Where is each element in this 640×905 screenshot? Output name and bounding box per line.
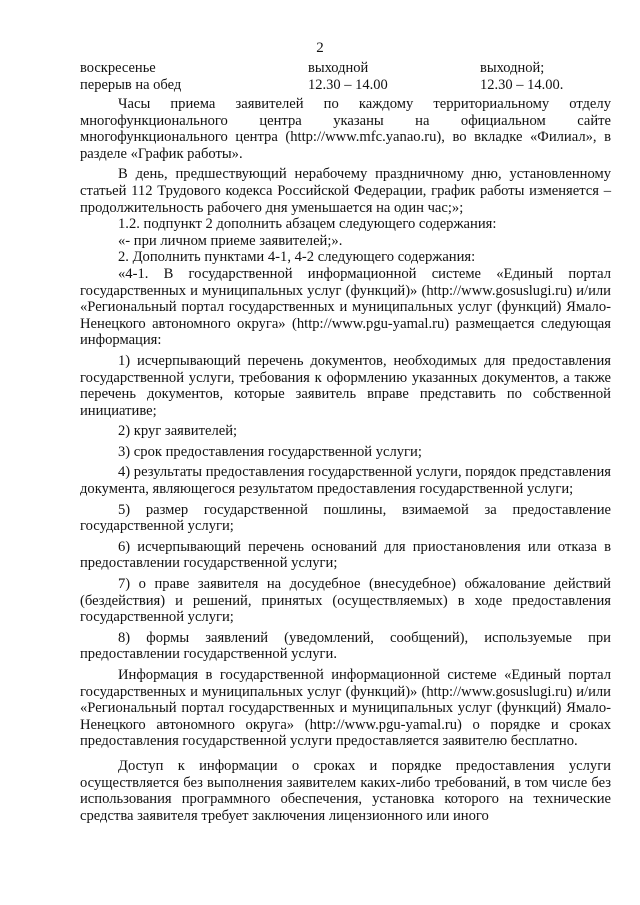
- paragraph: 2. Дополнить пунктами 4-1, 4-2 следующего содержания:: [118, 249, 476, 266]
- paragraph: 1.2. подпункт 2 дополнить абзацем следующего содержания:: [118, 216, 497, 233]
- paragraph: Информация в государственной информационной системе «Единый портал государственных и муниципальных услуг (функций)» (http://www.gosuslugi.ru) и/или «Региональный портал государственных и муниципальных услуг (функций) Ямало-Ненецкого автономного округа» (http://www.pgu-yamal.ru) о порядке и сроках предоставления государственной услуги предоставляется заявителю бесплатно.: [80, 667, 611, 750]
- list-item: 1) исчерпывающий перечень документов, необходимых для предоставления государственной услуги, требования к оформлению указанных документов, а также перечень документов, которые заявитель вправе представить по собственной инициативе;: [80, 352, 611, 419]
- list-item: 4) результаты предоставления государственной услуги, порядок представления документа, являющегося результатом предоставления государственной услуги;: [80, 464, 611, 498]
- list-item: 5) размер государственной пошлины, взимаемой за предоставление государственной услуги;: [80, 501, 611, 535]
- paragraph: «4-1. В государственной информационной системе «Единый портал государственных и муниципальных услуг (функций)» (http://www.gosuslugi.ru) и/или «Региональный портал государственных и муниципальных услуг (функций) Ямало-Ненецкого автономного округа» (http://www.pgu-yamal.ru) размещается следующая информация:: [80, 265, 611, 349]
- paragraph: Часы приема заявителей по каждому территориальному отделу многофункционального центра указаны на официальном сайте многофункционального центра (http://www.mfc.yanao.ru), во вкладке «Филиал», в разделе «График работы».: [80, 96, 611, 162]
- list-item: 8) формы заявлений (уведомлений, сообщений), используемые при предоставлении государственной услуги.: [80, 629, 611, 663]
- document-body: [80, 96, 611, 824]
- schedule-value: 12.30 – 14.00: [308, 77, 388, 93]
- list-item: 3) срок предоставления государственной услуги;: [118, 443, 422, 460]
- schedule-value: выходной: [308, 60, 369, 76]
- paragraph: В день, предшествующий нерабочему праздничному дню, установленному статьей 112 Трудового кодекса Российской Федерации, график работы изменяется – продолжительность рабочего дня уменьшается на один час;»;: [80, 166, 611, 216]
- list-item: 2) круг заявителей;: [118, 423, 238, 440]
- list-item: 7) о праве заявителя на досудебное (внесудебное) обжалование действий (бездействия) и решений, принятых (осуществляемых) в ходе предоставления государственной услуги;: [80, 576, 611, 626]
- paragraph: «- при личном приеме заявителей;».: [118, 232, 343, 249]
- paragraph: Доступ к информации о сроках и порядке предоставления услуги осуществляется без выполнения заявителем каких-либо требований, в том числе без использования программного обеспечения, установка которого на технические средства заявителя требует заключения лицензионного или иного: [80, 757, 611, 824]
- schedule-value: выходной;: [480, 60, 545, 76]
- page-number: 2: [316, 40, 324, 56]
- list-item: 6) исчерпывающий перечень оснований для приостановления или отказа в предоставлении государственной услуги;: [80, 538, 611, 572]
- schedule-day: перерыв на обед: [80, 77, 182, 93]
- schedule-day: воскресенье: [80, 60, 156, 76]
- schedule-value: 12.30 – 14.00.: [480, 77, 564, 93]
